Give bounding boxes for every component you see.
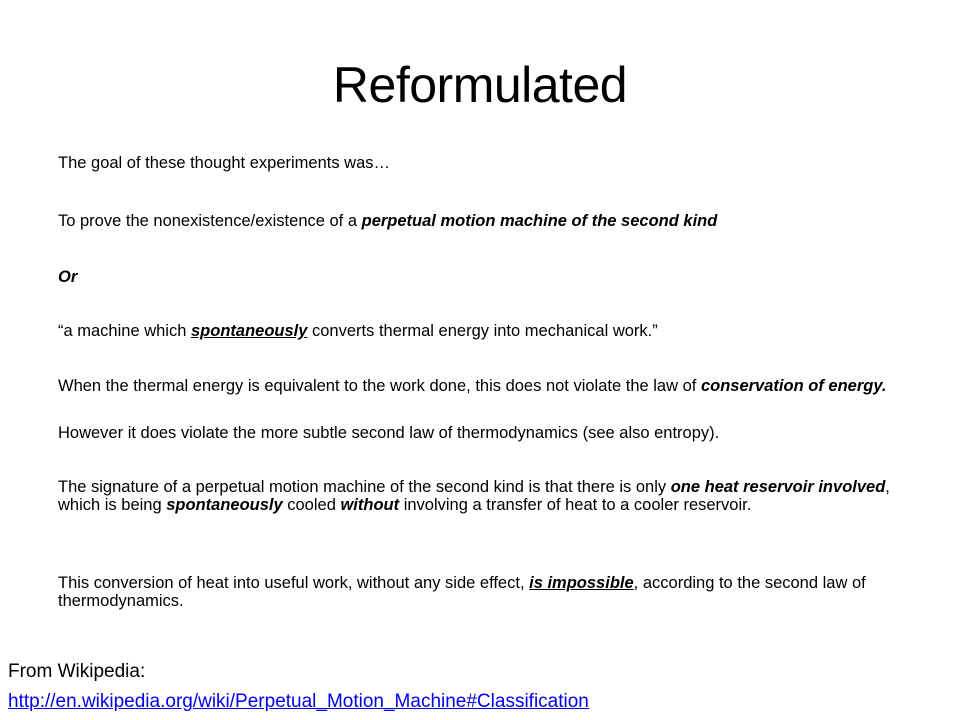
signature-text-end: involving a transfer of heat to a cooler reservoir. [399,496,752,514]
signature-emphasis-one: one heat reservoir involved [670,478,886,496]
signature-emphasis-three: without [340,496,400,514]
intro-text: The goal of these thought experiments was… [58,154,391,172]
signature-text-mid2: cooled [282,496,341,514]
signature-paragraph [58,478,903,514]
conservation-paragraph [58,377,903,395]
conservation-emphasis: conservation of energy. [700,377,887,395]
prove-emphasis: perpetual motion machine of the second kind [361,212,718,230]
signature-text-mid1: , which is being [58,478,890,514]
source-block [8,657,589,717]
or-text: Or [58,268,78,286]
source-link[interactable]: http://en.wikipedia.org/wiki/Perpetual_Motion_Machine#Classification [8,691,589,712]
however-text: However it does violate the more subtle second law of thermodynamics (see also entropy). [58,424,720,442]
signature-emphasis-two: spontaneously [166,496,283,514]
prove-text: To prove the nonexistence/existence of a [58,212,362,230]
source-label: From Wikipedia: [8,661,146,682]
conversion-emphasis: is impossible [529,574,634,592]
slide-title: Reformulated [332,57,628,113]
quote-text-start: “a machine which [58,322,191,340]
signature-text-start: The signature of a perpetual motion machine of the second kind is that there is only [58,478,671,496]
conversion-paragraph [58,574,903,610]
quote-emphasis: spontaneously [190,322,308,340]
conservation-text: When the thermal energy is equivalent to the work done, this does not violate the law of [58,377,701,395]
conversion-text-end: , according to the second law of thermodynamics. [58,574,866,610]
quote-text-end: converts thermal energy into mechanical work.” [307,322,658,340]
conversion-text-start: This conversion of heat into useful work, without any side effect, [58,574,530,592]
prove-paragraph [58,212,903,230]
quote-paragraph [58,322,903,340]
